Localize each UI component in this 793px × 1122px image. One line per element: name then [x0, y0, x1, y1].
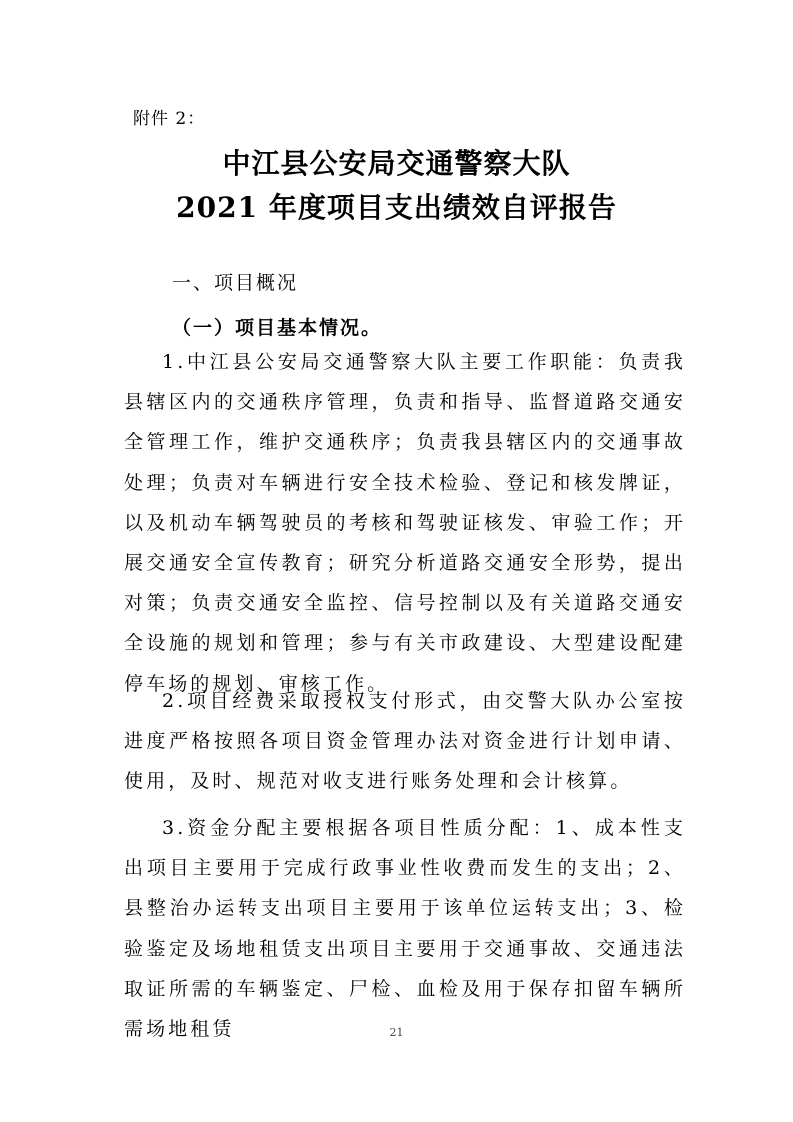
paragraph-3: 3.资金分配主要根据各项目性质分配：1、成本性支出项目主要用于完成行政事业性收费而发生的支出；2、县整治办运转支出项目主要用于该单位运转支出；3、检验鉴定及场地租赁支出项目主要用于交通事故、交通违法取证所需的车辆鉴定、尸检、血检及用于保存扣留车辆所需场地租赁 — [124, 817, 686, 1041]
paragraph-2: 2.项目经费采取授权支付形式，由交警大队办公室按进度严格按照各项目资金管理办法对资金进行计划申请、使用，及时、规范对收支进行账务处理和会计核算。 — [124, 690, 686, 793]
section-heading: 一、项目概况 — [172, 272, 299, 294]
paragraph-1: 1.中江县公安局交通警察大队主要工作职能：负责我县辖区内的交通秩序管理，负责和指导、监督道路交通安全管理工作，维护交通秩序；负责我县辖区内的交通事故处理；负责对车辆进行安全技术检验、登记和核发牌证，以及机动车辆驾驶员的考核和驾驶证核发、审验工作；开展交通安全宣传教育；研究分析道路交通安全形势，提出对策；负责交通安全监控、信号控制以及有关道路交通安全设施的规划和管理；参与有关市政建设、大型建设配建停车场的规划、审核工作。 — [124, 351, 686, 695]
page-number: 21 — [389, 1026, 404, 1039]
document-title-line-2: 2021 年度项目支出绩效自评报告 — [176, 191, 617, 224]
subsection-heading: （一）项目基本情况。 — [172, 317, 383, 339]
attachment-label: 附件 2： — [133, 109, 206, 129]
document-title-line-1: 中江县公安局交通警察大队 — [222, 147, 571, 180]
